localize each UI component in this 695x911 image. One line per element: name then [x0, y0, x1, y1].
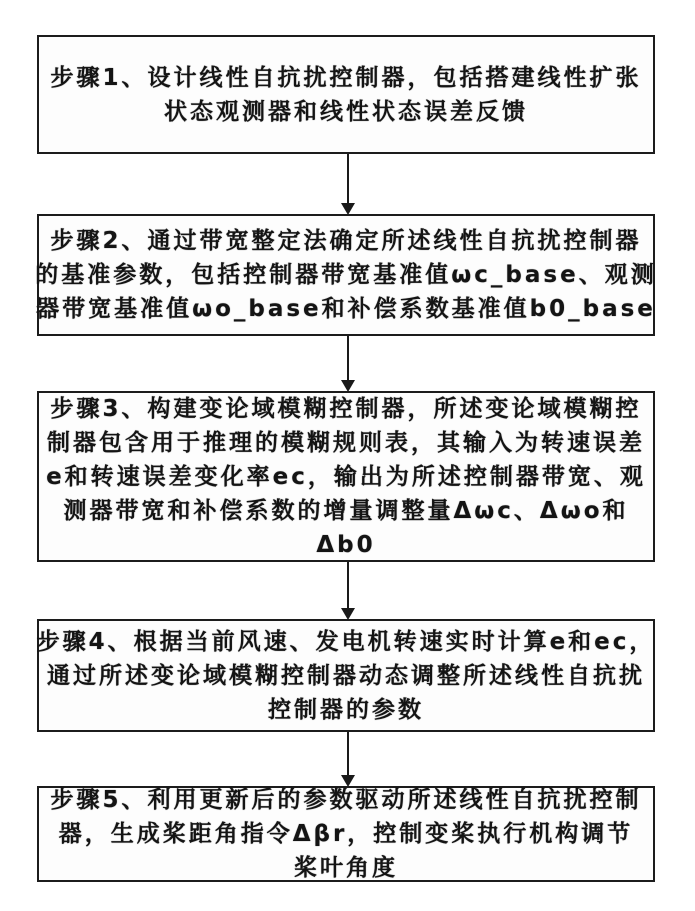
- flow-box-step-4-line-3: 控制器的参数: [268, 696, 424, 723]
- flow-box-step-4: [37, 619, 655, 732]
- flow-box-step-1-line-2: 状态观测器和线性状态误差反馈: [164, 98, 528, 125]
- flow-box-step-2-line-3: 器带宽基准值ωo_base和补偿系数基准值b0_base: [36, 296, 656, 322]
- flow-box-step-3-line-3: e和转速误差变化率ec，输出为所述控制器带宽、观: [46, 463, 646, 490]
- flow-box-step-1: [37, 35, 655, 154]
- down-arrow-3: [341, 562, 355, 620]
- flow-box-step-3-line-2: 制器包含用于推理的模糊规则表，其输入为转速误差: [47, 429, 645, 456]
- flow-box-step-2-line-2: 的基准参数，包括控制器带宽基准值ωc_base、观测: [35, 262, 657, 288]
- down-arrow-3-shaft: [347, 562, 349, 609]
- down-arrow-4-shaft: [347, 732, 349, 776]
- flow-box-step-5-line-3: 桨叶角度: [294, 855, 398, 881]
- flow-box-step-3-line-1: 步骤3、构建变论域模糊控制器，所述变论域模糊控: [50, 395, 642, 422]
- flow-box-step-2-line-1: 步骤2、通过带宽整定法确定所述线性自抗扰控制器: [50, 228, 642, 254]
- flow-box-step-3-line-5: Δb0: [316, 531, 376, 558]
- flow-box-step-5-line-1: 步骤5、利用更新后的参数驱动所述线性自抗扰控制: [50, 787, 642, 813]
- flow-box-step-5-line-2: 器，生成桨距角指令Δβr，控制变桨执行机构调节: [58, 821, 634, 847]
- flow-box-step-5: [37, 786, 655, 882]
- flow-box-step-4-line-2: 通过所述变论域模糊控制器动态调整所述线性自抗扰: [47, 662, 645, 689]
- down-arrow-2: [341, 336, 355, 392]
- flow-box-step-4-line-1: 步骤4、根据当前风速、发电机转速实时计算e和ec，: [36, 628, 656, 655]
- flow-box-step-1-line-1: 步骤1、设计线性自抗扰控制器，包括搭建线性扩张: [50, 64, 642, 91]
- down-arrow-2-shaft: [347, 336, 349, 381]
- flow-box-step-2: [37, 214, 655, 336]
- flow-box-step-3: [37, 391, 655, 562]
- down-arrow-1-shaft: [347, 154, 349, 204]
- down-arrow-4: [341, 732, 355, 787]
- down-arrow-1: [341, 154, 355, 215]
- flow-box-step-3-line-4: 测器带宽和补偿系数的增量调整量Δωc、Δωo和: [63, 497, 629, 524]
